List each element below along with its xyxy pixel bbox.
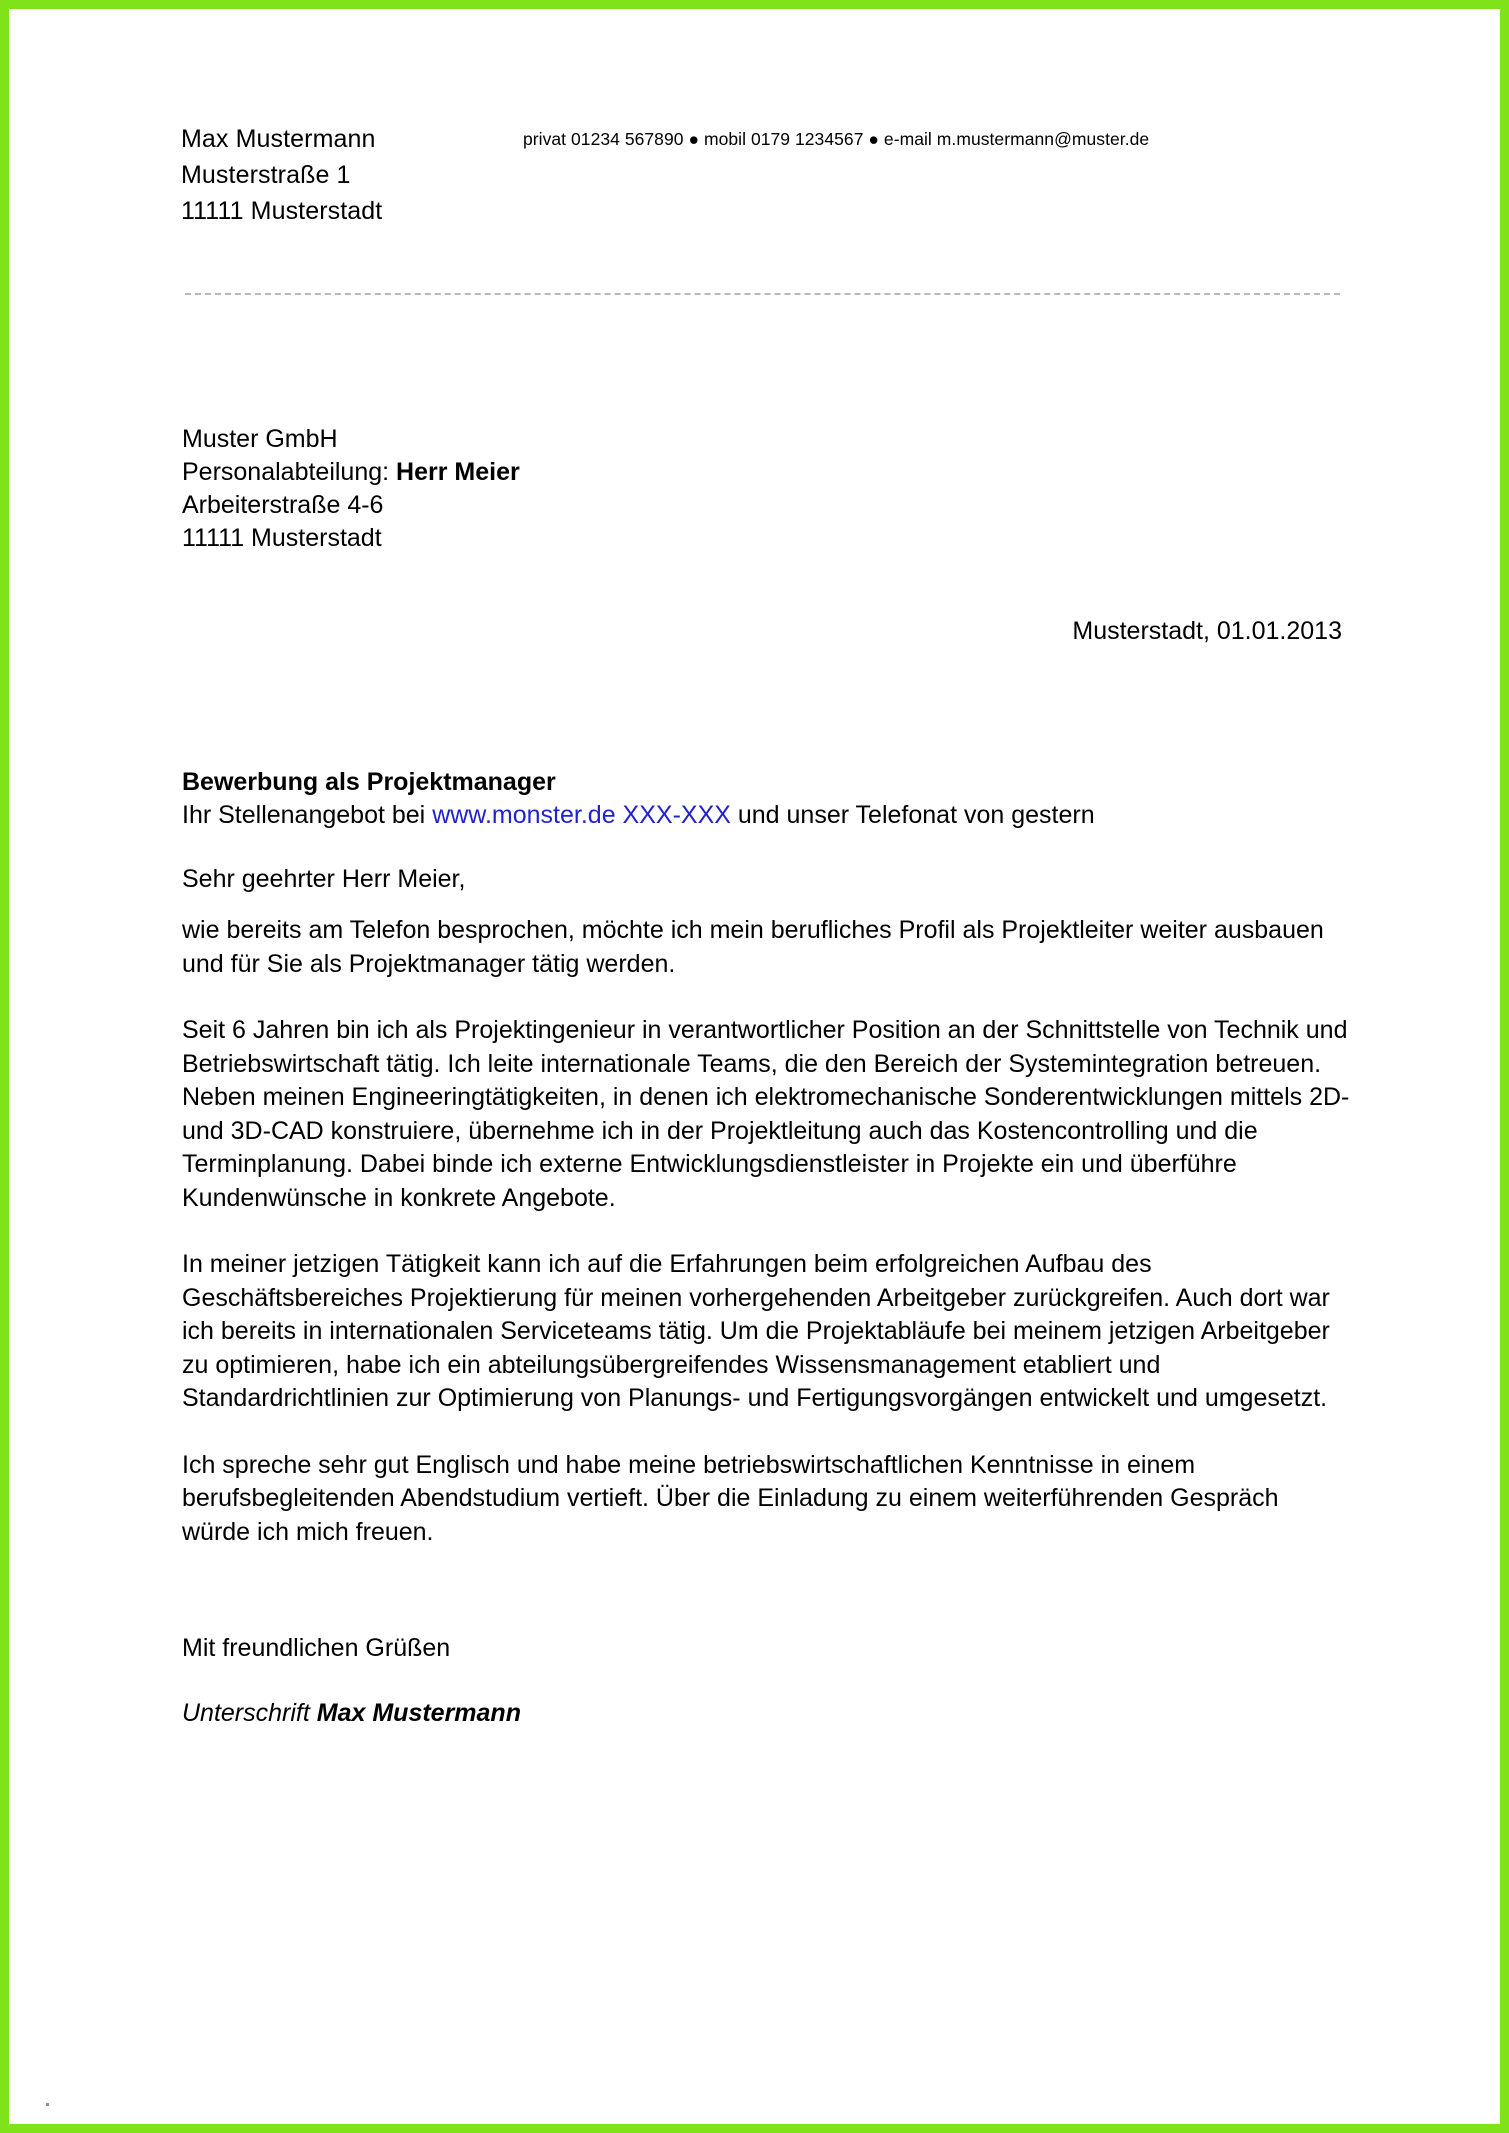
letter-body: [182, 914, 1350, 1549]
body-paragraph: In meiner jetzigen Tätigkeit kann ich auf die Erfahrungen beim erfolgreichen Aufbau des Geschäftsbereiches Projektierung für meinen vorhergehenden Arbeitgeber zurückgreifen. Auch dort war ich bereits in internationalen Serviceteams tätig. Um die Projektabläufe bei meinem jetzigen Arbeitgeber zu optimieren, habe ich ein abteilungsübergreifendes Wissensmanagement etabliert und Standardrichtlinien zur Optimierung von Planungs- und Fertigungsvorgängen entwickelt und umgesetzt.: [182, 1250, 1330, 1412]
salutation: Sehr geehrter Herr Meier,: [182, 865, 466, 893]
body-paragraph: Ich spreche sehr gut Englisch und habe meine betriebswirtschaftlichen Kenntnisse in einem berufsbegleitenden Abendstudium vertieft. Über die Einladung zu einem weiterführenden Gespräch würde ich mich freuen.: [182, 1450, 1279, 1546]
subject-reference-suffix: und unser Telefonat von gestern: [730, 801, 1095, 829]
letter-sheet: [9, 9, 1500, 2124]
body-paragraph: wie bereits am Telefon besprochen, möchte ich mein berufliches Profil als Projektleiter weiter ausbauen und für Sie als Projektmanager tätig werden.: [182, 916, 1324, 978]
subject-title: Bewerbung als Projektmanager: [182, 768, 556, 796]
letterhead: [181, 121, 1361, 229]
sender-contact-line: privat 01234 567890 ● mobil 0179 1234567 ● e-mail m.mustermann@muster.de: [523, 129, 1150, 149]
scan-speck: [46, 2103, 49, 2106]
job-posting-link[interactable]: www.monster.de XXX-XXX: [432, 801, 731, 829]
subject-reference-prefix: Ihr Stellenangebot bei: [182, 801, 433, 829]
sender-name: Max Mustermann: [181, 125, 376, 153]
subject-block: [182, 766, 1357, 832]
recipient-department-label: Personalabteilung:: [182, 458, 397, 486]
sender-street: Musterstraße 1: [181, 161, 351, 189]
recipient-company: Muster GmbH: [182, 425, 338, 453]
recipient-address-block: [182, 423, 520, 555]
subject-reference: [182, 799, 1357, 832]
recipient-contact-person: Herr Meier: [396, 458, 520, 486]
recipient-street: Arbeiterstraße 4-6: [182, 491, 384, 519]
body-paragraph: Seit 6 Jahren bin ich als Projektingenieur in verantwortlicher Position an der Schnittstelle von Technik und Betriebswirtschaft tätig. Ich leite internationale Teams, die den Bereich der Systemintegration betreuen. Neben meinen Engineeringtätigkeiten, in denen ich elektromechanische Sonderentwicklungen mittels 2D- und 3D-CAD konstruiere, übernehme ich in der Projektleitung auch das Kostencontrolling und die Terminplanung. Dabei binde ich externe Entwicklungsdienstleister in Projekte ein und überführe Kundenwünsche in konkrete Angebote.: [182, 1016, 1350, 1212]
closing-greeting: Mit freundlichen Grüßen: [182, 1634, 451, 1662]
sender-city: 11111 Musterstadt: [181, 197, 383, 225]
date-line: Musterstadt, 01.01.2013: [1072, 617, 1342, 645]
signature-line: [182, 1697, 521, 1730]
recipient-city: 11111 Musterstadt: [182, 524, 382, 552]
sender-address-block: [181, 121, 511, 229]
signature-label: Unterschrift: [182, 1699, 317, 1727]
recipient-department-line: [182, 456, 520, 489]
signature-name: Max Mustermann: [316, 1699, 521, 1727]
fold-separator-line: [185, 293, 1340, 295]
